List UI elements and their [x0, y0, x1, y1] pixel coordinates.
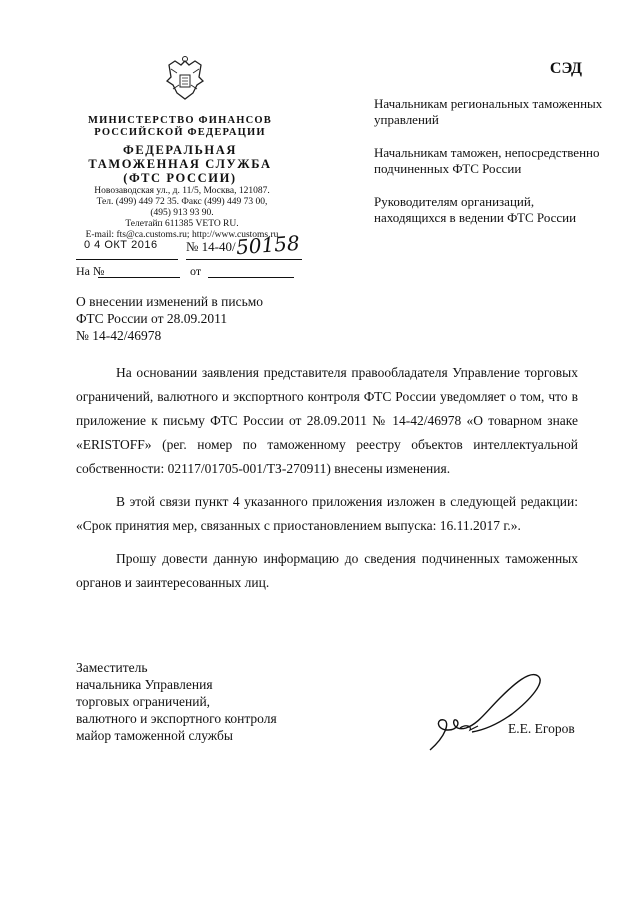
letter-body — [76, 361, 578, 604]
letter-subject — [76, 293, 326, 344]
signatory-line-2: начальника Управления — [76, 677, 213, 692]
agency-name — [80, 143, 280, 185]
date-underline — [76, 259, 178, 260]
ministry-line-2: РОССИЙСКОЙ ФЕДЕРАЦИИ — [94, 127, 266, 138]
from-label: от — [190, 264, 202, 278]
handwritten-number: 50158 — [235, 230, 301, 260]
subject-line-2: ФТС России от 28.09.2011 — [76, 311, 228, 326]
on-no-blank — [98, 277, 180, 278]
agency-line-1: ФЕДЕРАЛЬНАЯ — [122, 143, 238, 157]
contact-phone-2: (495) 913 93 90. — [150, 208, 214, 218]
signatory-line-1: Заместитель — [76, 660, 148, 675]
agency-line-2: ТАМОЖЕННАЯ СЛУЖБА — [88, 157, 272, 171]
body-paragraph-3: Прошу довести данную информацию до сведения подчиненных таможенных органов и заинтересованных лиц. — [76, 551, 578, 590]
body-paragraph-2: В этой связи пункт 4 указанного приложения изложен в следующей редакции: «Срок принятия мер, связанных с приостановлением выпуска: 16.11.2017 г.». — [76, 494, 578, 533]
document-system-mark: СЭД — [549, 60, 582, 77]
registration-date-stamp: 0 4 ОКТ 2016 — [84, 239, 158, 251]
signatory-line-3: торговых ограничений, — [76, 694, 211, 709]
on-no-label: На № — [76, 264, 105, 278]
ministry-name — [80, 115, 280, 139]
registration-number: № 14-40/ — [186, 239, 236, 254]
body-paragraph-1: На основании заявления представителя правообладателя Управление торговых ограничений, валютного и экспортного контроля ФТС России уведомляет о том, что в приложение к письму ФТС России от 28.09.2011 № 14-42/46978 «О товарном знаке «ERISTOFF» (рег. номер по таможенному реестру объектов интеллектуальной собственности: 02117/01705-001/ТЗ-270911) внесены изменения. — [76, 365, 578, 476]
handwritten-signature — [426, 666, 556, 756]
agency-line-3: (ФТС РОССИИ) — [123, 171, 237, 185]
signatory-name: Е.Е. Егоров — [508, 721, 575, 736]
subject-line-1: О внесении изменений в письмо — [76, 294, 264, 309]
from-blank — [208, 277, 294, 278]
signatory-line-5: майор таможенной службы — [76, 728, 233, 743]
contact-email-web: E-mail: fts@ca.customs.ru; http://www.customs.ru — [85, 230, 279, 240]
contact-phone-fax: Тел. (499) 449 72 35. Факс (499) 449 73 00, — [96, 197, 268, 207]
addressee-organizations: Руководителям организаций, находящихся в ведении ФТС России — [374, 194, 577, 225]
addressee-regional: Начальникам региональных таможенных управлений — [374, 96, 603, 127]
registration-block — [76, 230, 302, 261]
addressee-customs: Начальникам таможен, непосредственно подчиненных ФТС России — [374, 145, 600, 176]
contact-teletype: Телетайп 611385 VETO RU. — [125, 219, 239, 229]
coat-of-arms-emblem — [163, 55, 207, 103]
number-underline — [186, 259, 302, 260]
addressees-block — [374, 96, 604, 243]
ministry-line-1: МИНИСТЕРСТВО ФИНАНСОВ — [88, 115, 272, 126]
signatory-line-4: валютного и экспортного контроля — [76, 711, 277, 726]
subject-line-3: № 14-42/46978 — [76, 328, 162, 343]
contact-address: Новозаводская ул., д. 11/5, Москва, 121087. — [94, 186, 270, 196]
signatory-title — [76, 659, 336, 744]
